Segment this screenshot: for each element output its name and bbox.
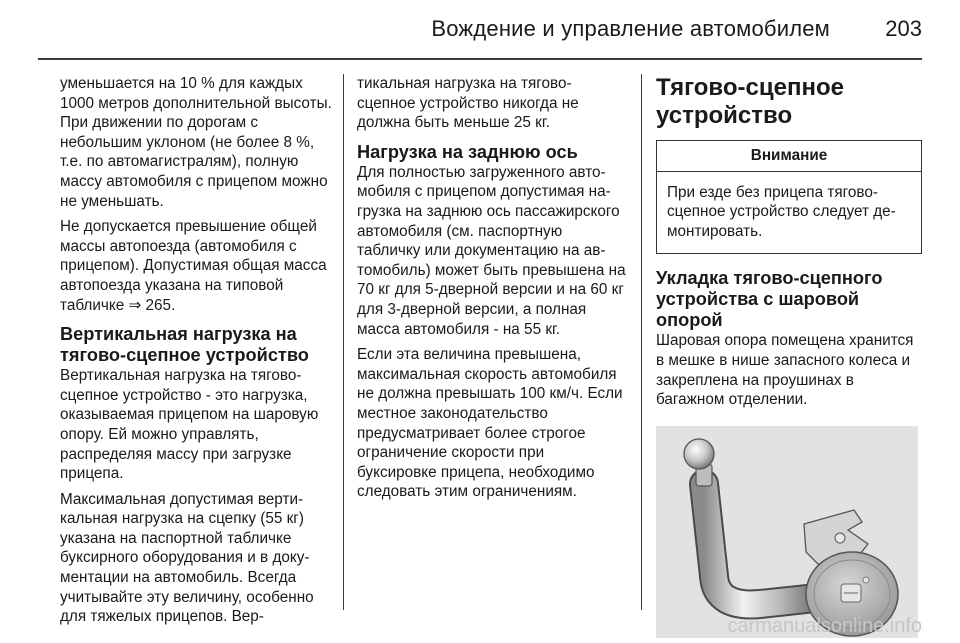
column-3 — [656, 74, 922, 638]
paragraph: Шаровая опора помещена хранится в мешке в нише запасного колеса и закреплена на проушинах в багажном отделении. — [656, 332, 914, 409]
section-heading-vertical-load: Вертикальная нагрузка на тягово-сцепное устройство — [60, 324, 309, 366]
column-1 — [60, 74, 332, 633]
paragraph: тикальная нагрузка на тягово-сцепное устройство никогда не должна быть меньше 25 кг. — [357, 75, 579, 132]
header-rule — [38, 58, 922, 60]
chapter-heading-towbar: Тягово-сцепное устройство — [656, 74, 844, 129]
paragraph: Вертикальная нагрузка на тягово-сцепное устройство - это нагрузка, оказываемая прицепом на шаровую опору. Ей можно управлять, распределяя массу при загрузке прицепа. — [60, 367, 319, 483]
header-title: Вождение и управление автомобилем — [431, 16, 830, 41]
watermark: carmanualsonline.info — [727, 615, 922, 637]
paragraph: уменьшается на 10 % для каждых 1000 метров дополнительной высоты. При движении по дорогам с небольшим уклоном (не более 8 %, т.е. по автомагистралям), полную массу автомобиля с прицепом можно не уменьшать. — [60, 75, 332, 210]
paragraph: Если эта величина превышена, максимальная скорость автомобиля не должна превышать 100 км/ч. Если местное законодательство предусматривает более строгое ограничение скорости при буксировке прицепа, необходимо следовать этим ограничениям. — [357, 346, 623, 501]
paragraph: Для полностью загруженного автомобиля с прицепом допустимая нагрузка на заднюю ось пассажирского автомобиля (см. паспортную табличку или документацию на автомобиль) может быть превышена на 70 кг для 5-дверной версии и на 60 кг для 3-дверной версии, а полная масса автомобиля - на 55 кг. — [357, 163, 626, 338]
page-number: 203 — [885, 16, 922, 41]
column-2 — [357, 74, 627, 508]
column-divider — [641, 74, 642, 610]
section-heading-storage: Укладка тягово-сцепного устройства с шаровой опорой — [656, 268, 883, 331]
warning-box — [656, 140, 922, 254]
column-divider — [343, 74, 344, 610]
paragraph: Не допускается превышение общей массы автопоезда (автомобиля с прицепом). Допустимая общая масса автопоезда указана на типовой табличке ⇒ 265. — [60, 218, 327, 314]
section-heading-rear-axle-load: Нагрузка на заднюю ось — [357, 141, 578, 162]
warning-text: При езде без прицепа тягово-сцепное устройство следует демонтировать. — [667, 183, 896, 240]
paragraph: Максимальная допустимая вертикальная нагрузка на сцепку (55 кг) указана на паспортной табличке буксирного оборудования и в документации на автомобиль. Всегда учитывайте эту величину, особенно для тяжелых прицепов. Вер- — [60, 490, 314, 626]
warning-title: Внимание — [657, 141, 921, 172]
towbar-ball-coupling-icon — [656, 426, 918, 638]
towbar-illustration — [656, 426, 918, 638]
